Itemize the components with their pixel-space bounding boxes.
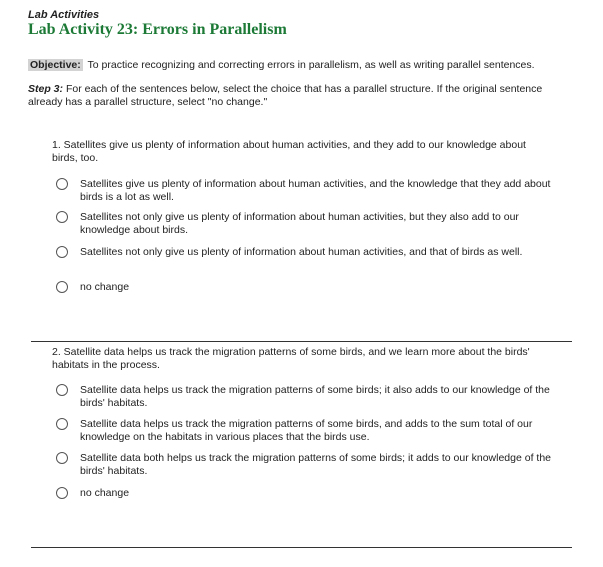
radio-button[interactable] (56, 452, 68, 464)
option-label: Satellite data both helps us track the migration patterns of some birds; it adds to our knowledge of the birds' habitats. (80, 452, 552, 477)
question-2-option-4[interactable] (56, 487, 576, 500)
question-2-option-2[interactable] (56, 418, 576, 444)
option-label: no change (80, 281, 130, 293)
option-label: no change (80, 487, 130, 499)
objective-text: To practice recognizing and correcting errors in parallelism, as well as writing parallel sentences. (87, 59, 535, 71)
activity-category: Lab Activities (28, 9, 100, 21)
option-label: Satellites not only give us plenty of information about human activities, but they also add to our knowledge about birds. (80, 211, 519, 236)
radio-button[interactable] (56, 211, 68, 223)
objective-label: Objective: (30, 59, 81, 71)
radio-button[interactable] (56, 281, 68, 293)
question-1-option-4[interactable] (56, 281, 576, 294)
question-1-option-1[interactable] (56, 178, 576, 204)
radio-button[interactable] (56, 178, 68, 190)
question-1-text: 1. Satellites give us plenty of information about human activities, and they add to our knowledge about birds, too. (52, 139, 526, 164)
option-label: Satellites not only give us plenty of information about human activities, and that of birds as well. (80, 246, 523, 258)
question-divider (31, 341, 572, 342)
radio-button[interactable] (56, 246, 68, 258)
question-2-option-3[interactable] (56, 452, 576, 478)
radio-button[interactable] (56, 418, 68, 430)
question-divider (31, 547, 572, 548)
question-1-option-3[interactable] (56, 246, 576, 259)
question-1-option-2[interactable] (56, 211, 576, 237)
step-instructions (28, 83, 576, 109)
option-label: Satellite data helps us track the migration patterns of some birds, and adds to the sum total of our knowledge on the habitats in various places that the birds use. (80, 418, 533, 443)
step-label: Step 3: (28, 83, 64, 95)
option-label: Satellites give us plenty of information about human activities, and the knowledge that they add about birds is a lot as well. (80, 178, 551, 203)
radio-button[interactable] (56, 384, 68, 396)
step-text: For each of the sentences below, select the choice that has a parallel structure. If the original sentence already has a parallel structure, select "no change." (28, 83, 543, 108)
question-2-text: 2. Satellite data helps us track the migration patterns of some birds, and we learn more about the birds' habitats in the process. (52, 346, 530, 371)
page-title: Lab Activity 23: Errors in Parallelism (28, 21, 287, 38)
objective (28, 59, 588, 72)
option-label: Satellite data helps us track the migration patterns of some birds; it also adds to our knowledge of the birds' habitats. (80, 384, 550, 409)
radio-button[interactable] (56, 487, 68, 499)
question-2-option-1[interactable] (56, 384, 576, 410)
